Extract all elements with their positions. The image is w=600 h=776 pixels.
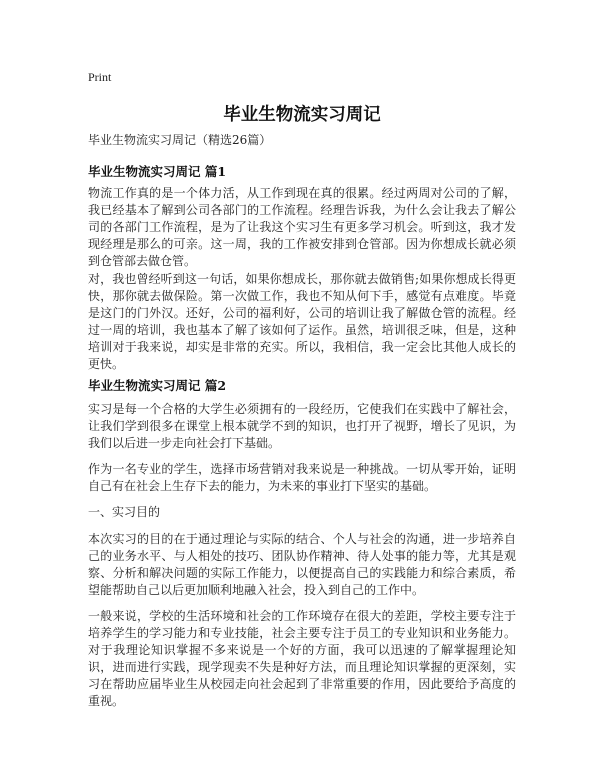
section-2-paragraph-4: 一般来说，学校的生活环境和社会的工作环境存在很大的差距，学校主要专注于培养学生的学习能力和专业技能，社会主要专注于员工的专业知识和业务能力。对于我理论知识掌握不多来说是一个好的方面，我可以迅速的了解掌握理论知识，进而进行实践，现学现卖不失是种好方法，而且理论知识掌握的更深刻，实习在帮助应届毕业生从校园走向社会起到了非常重要的作用，因此要给予高度的重视。 xyxy=(88,609,516,708)
document-subtitle: 毕业生物流实习周记（精选26篇） xyxy=(88,133,272,147)
section-2-paragraph-2: 作为一名专业的学生，选择市场营销对我来说是一种挑战。一切从零开始，证明自己有在社会上生存下去的能力，为未来的事业打下坚实的基础。 xyxy=(88,462,516,493)
page-title: 毕业生物流实习周记 xyxy=(223,105,381,125)
section-2-paragraph-1: 实习是每一个合格的大学生必须拥有的一段经历，它使我们在实践中了解社会，让我们学到很多在课堂上根本就学不到的知识，也打开了视野，增长了见识，为我们以后进一步走向社会打下基础。 xyxy=(88,402,516,450)
section-2-paragraph-3: 本次实习的目的在于通过理论与实际的结合、个人与社会的沟通，进一步培养自己的业务水平、与人相处的技巧、团队协作精神、待人处事的能力等，尤其是观察、分析和解决问题的实际工作能力，以便提高自己的实践能力和综合素质，希望能帮助自己以后更加顺利地融入社会，投入到自己的工作中。 xyxy=(88,532,516,597)
section-1-paragraph-2: 对，我也曾经听到这一句话，如果你想成长，那你就去做销售;如果你想成长得更快，那你就去做保险。第一次做工作，我也不知从何下手，感觉有点难度。毕竟是这门的门外汉。还好，公司的福利好，公司的培训让我了解做仓管的流程。经过一周的培训，我也基本了解了该如何了运作。虽然，培训很乏味，但是，这种培训对于我来说，却实是非常的充实。所以，我相信，我一定会比其他人成长的更快。 xyxy=(88,272,516,371)
section-heading-2: 毕业生物流实习周记 篇2 xyxy=(88,378,227,393)
section-1-paragraph-1: 物流工作真的是一个体力活，从工作到现在真的很累。经过两周对公司的了解，我已经基本了解到公司各部门的工作流程。经理告诉我，为什么会让我去了解公司的各部门工作流程，是为了让我这个实习生有更多学习机会。听到这，我才发现经理是那么的可亲。这一周，我的工作被安排到仓管部。因为你想成长就必须到仓管部去做仓管。 xyxy=(88,186,516,268)
section-heading-1: 毕业生物流实习周记 篇1 xyxy=(88,164,227,179)
section-2-subheading: 一、实习目的 xyxy=(88,505,161,519)
print-link[interactable]: Print xyxy=(88,70,112,84)
